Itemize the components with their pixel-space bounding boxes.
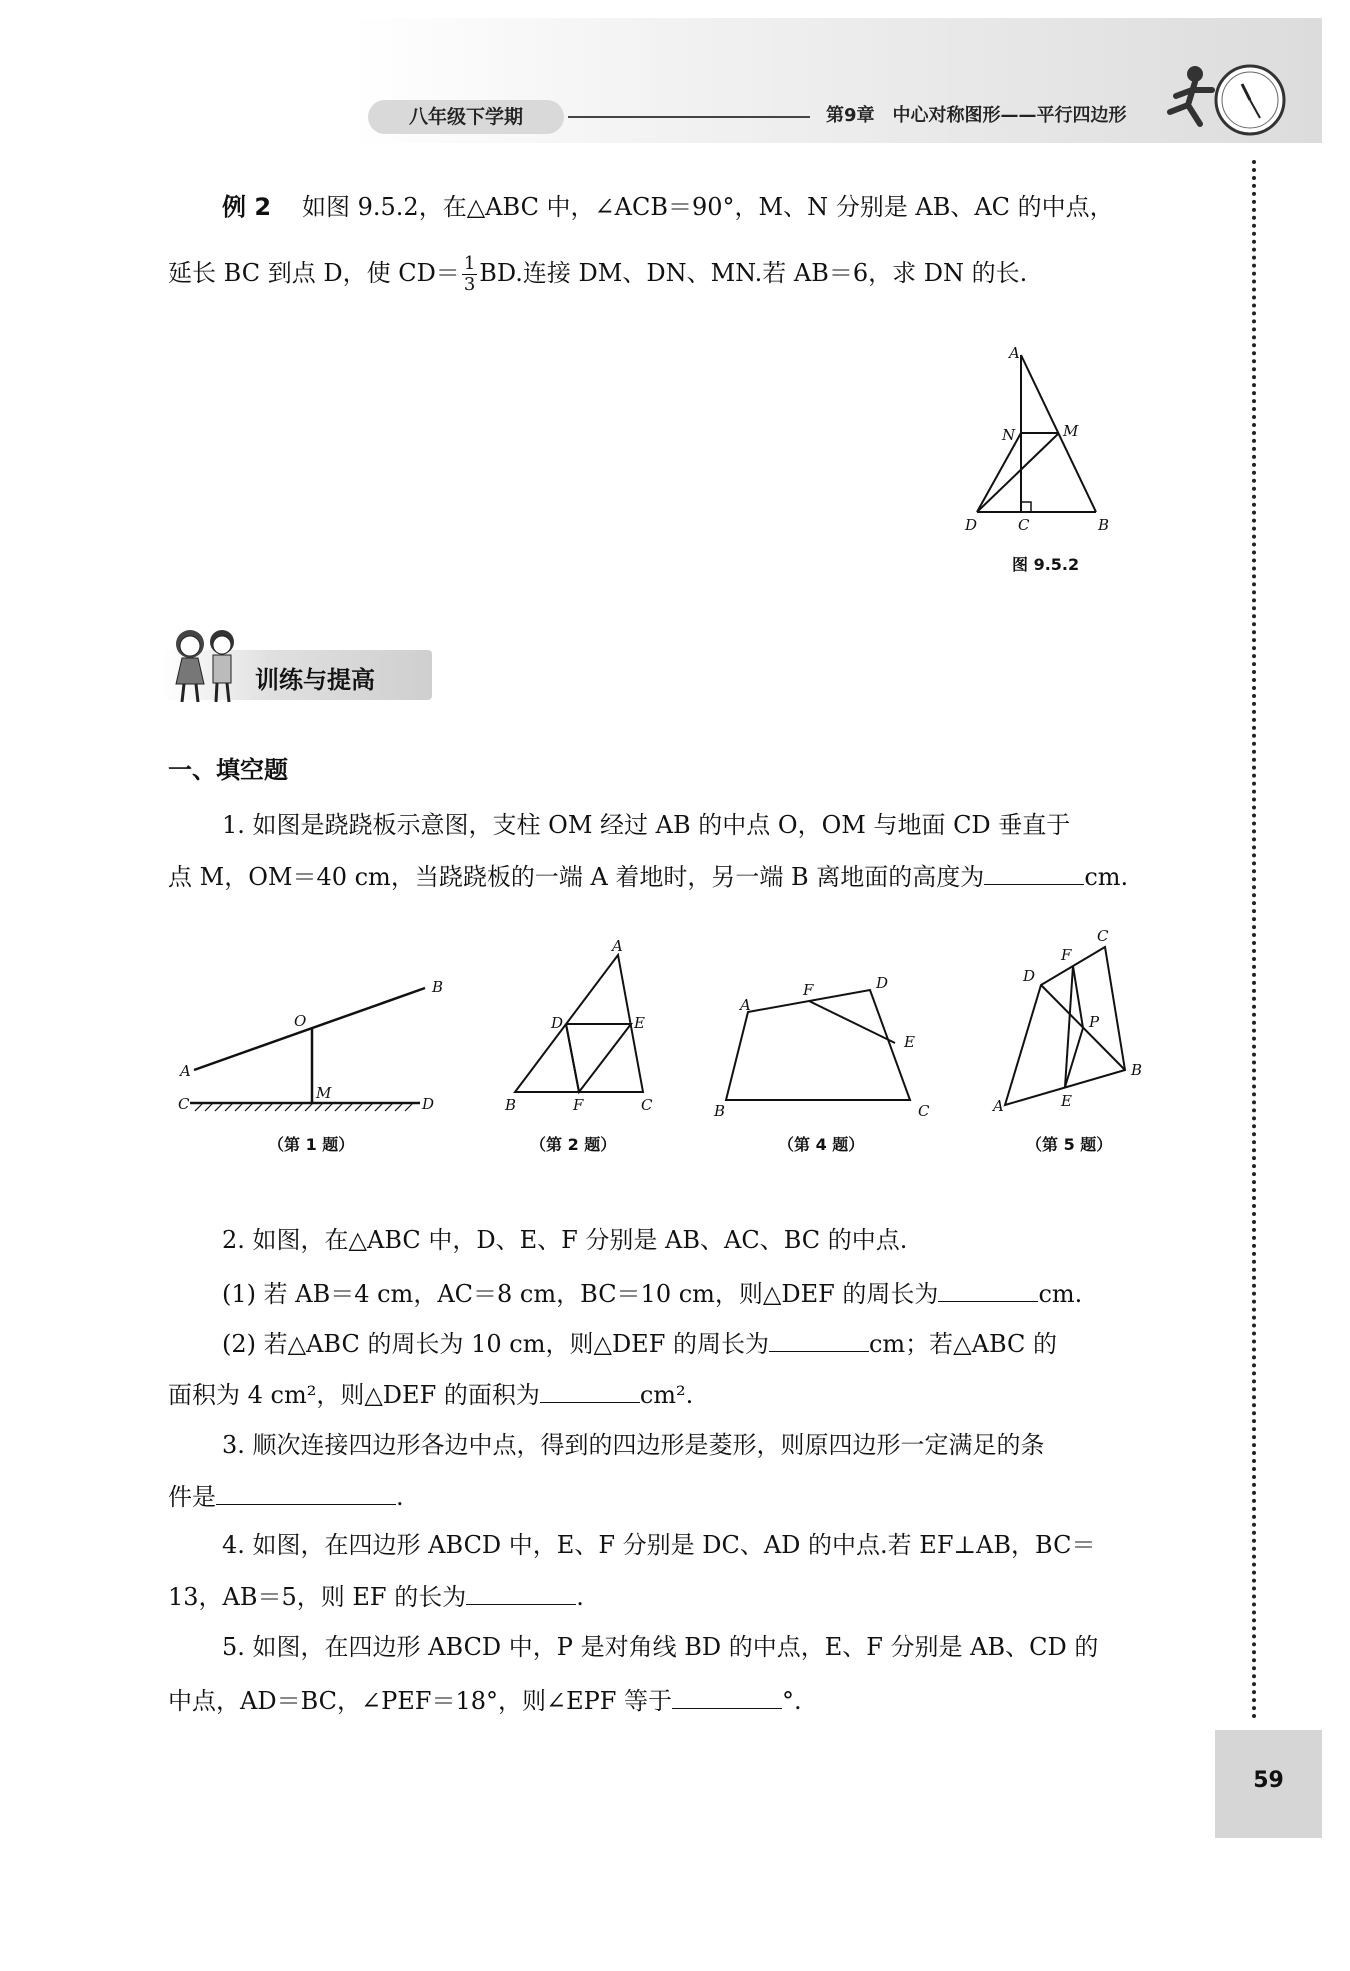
runner-clock-icon <box>1150 60 1300 140</box>
figure-q5-quadrilateral <box>985 925 1155 1120</box>
figure-caption-q4: （第 4 题） <box>778 1135 865 1154</box>
svg-text:C: C <box>1018 516 1030 534</box>
header-grade: 八年级下学期 <box>368 100 564 134</box>
part-heading: 一、填空题 <box>168 756 288 784</box>
svg-text:B: B <box>1098 516 1110 534</box>
svg-text:C: C <box>641 1096 653 1114</box>
page-number: 59 <box>1253 1768 1284 1793</box>
svg-text:B: B <box>1131 1061 1143 1079</box>
svg-text:B: B <box>432 978 444 996</box>
figure-caption-q1: （第 1 题） <box>268 1135 355 1154</box>
svg-text:C: C <box>178 1095 190 1113</box>
figure-9-5-2 <box>950 340 1150 540</box>
svg-text:E: E <box>1061 1092 1072 1110</box>
figure-caption-9-5-2: 图 9.5.2 <box>1012 555 1080 574</box>
q1-line-1: 1. 如图是跷跷板示意图，支柱 OM 经过 AB 的中点 O，OM 与地面 CD 垂直于 <box>222 811 1071 839</box>
svg-text:A: A <box>612 937 623 955</box>
q2-part-1: (1) 若 AB＝4 cm，AC＝8 cm，BC＝10 cm，则△DEF 的周长为 cm. <box>222 1277 1082 1309</box>
header-chapter: 第9章 中心对称图形——平行四边形 <box>826 105 1127 126</box>
svg-text:B: B <box>714 1102 726 1120</box>
svg-text:A: A <box>993 1097 1004 1115</box>
q5-answer-blank[interactable] <box>672 1684 782 1709</box>
svg-text:D: D <box>551 1014 564 1032</box>
q2-2a-answer-blank[interactable] <box>769 1327 869 1352</box>
svg-text:D: D <box>1023 967 1036 985</box>
svg-text:D: D <box>422 1095 435 1113</box>
dotted-margin-line <box>1252 160 1256 1720</box>
example-line-1: 如图 9.5.2，在△ABC 中，∠ACB＝90°，M、N 分别是 AB、AC 的中点， <box>302 193 1114 221</box>
q1-line-2: 点 M，OM＝40 cm，当跷跷板的一端 A 着地时，另一端 B 离地面的高度为 cm. <box>168 860 1128 892</box>
example-line-2: 延长 BC 到点 D，使 CD＝ $\frac{1}{3}$ BD.连接 DM、DN、MN.若 AB＝6，求 DN 的长. <box>168 253 1028 295</box>
q4-line-1: 4. 如图，在四边形 ABCD 中，E、F 分别是 DC、AD 的中点.若 EF⊥AB，BC＝ <box>222 1531 1096 1559</box>
q3-line-2: 件是 . <box>168 1480 404 1512</box>
figure-caption-q2: （第 2 题） <box>530 1135 617 1154</box>
q2-part-2: (2) 若△ABC 的周长为 10 cm，则△DEF 的周长为 cm；若△ABC 的 <box>222 1327 1057 1359</box>
q5-line-1: 5. 如图，在四边形 ABCD 中，P 是对角线 BD 的中点，E、F 分别是 AB、CD 的 <box>222 1633 1099 1661</box>
svg-text:A: A <box>180 1062 191 1080</box>
figure-caption-q5: （第 5 题） <box>1026 1135 1113 1154</box>
kids-illustration-icon <box>160 622 250 706</box>
svg-text:N: N <box>1002 426 1016 444</box>
q2-2b-answer-blank[interactable] <box>540 1378 640 1403</box>
svg-text:F: F <box>1061 946 1072 964</box>
q3-answer-blank[interactable] <box>216 1480 396 1505</box>
svg-text:C: C <box>918 1102 930 1120</box>
header-divider <box>568 116 810 118</box>
svg-text:B: B <box>505 1096 517 1114</box>
svg-text:A: A <box>1009 344 1020 362</box>
fraction-one-third: $\frac{1}{3}$ <box>463 253 476 295</box>
svg-text:D: D <box>965 516 978 534</box>
svg-text:C: C <box>1097 927 1109 945</box>
svg-text:D: D <box>876 974 889 992</box>
figure-q1-seesaw <box>170 970 460 1115</box>
svg-text:E: E <box>904 1033 915 1051</box>
q1-answer-blank[interactable] <box>984 860 1084 885</box>
svg-text:E: E <box>634 1014 645 1032</box>
section-title: 训练与提高 <box>255 666 375 694</box>
q3-line-1: 3. 顺次连接四边形各边中点，得到的四边形是菱形，则原四边形一定满足的条 <box>222 1431 1045 1459</box>
svg-text:O: O <box>294 1012 307 1030</box>
example-label: 例 2 <box>222 193 272 221</box>
q5-line-2: 中点，AD＝BC，∠PEF＝18°，则∠EPF 等于 °. <box>168 1684 802 1716</box>
figure-q2-triangle <box>495 935 665 1120</box>
q2-stem: 2. 如图，在△ABC 中，D、E、F 分别是 AB、AC、BC 的中点. <box>222 1226 908 1254</box>
q4-line-2: 13，AB＝5，则 EF 的长为 . <box>168 1580 584 1612</box>
svg-text:M: M <box>316 1084 332 1102</box>
svg-text:P: P <box>1089 1013 1100 1031</box>
svg-text:F: F <box>573 1096 584 1114</box>
q2-part-2-cont: 面积为 4 cm²，则△DEF 的面积为 cm². <box>168 1378 693 1410</box>
svg-text:A: A <box>740 996 751 1014</box>
svg-text:M: M <box>1063 422 1079 440</box>
figure-q4-quadrilateral <box>708 965 948 1120</box>
svg-text:F: F <box>803 981 814 999</box>
q2-1-answer-blank[interactable] <box>938 1277 1038 1302</box>
q4-answer-blank[interactable] <box>466 1580 576 1605</box>
